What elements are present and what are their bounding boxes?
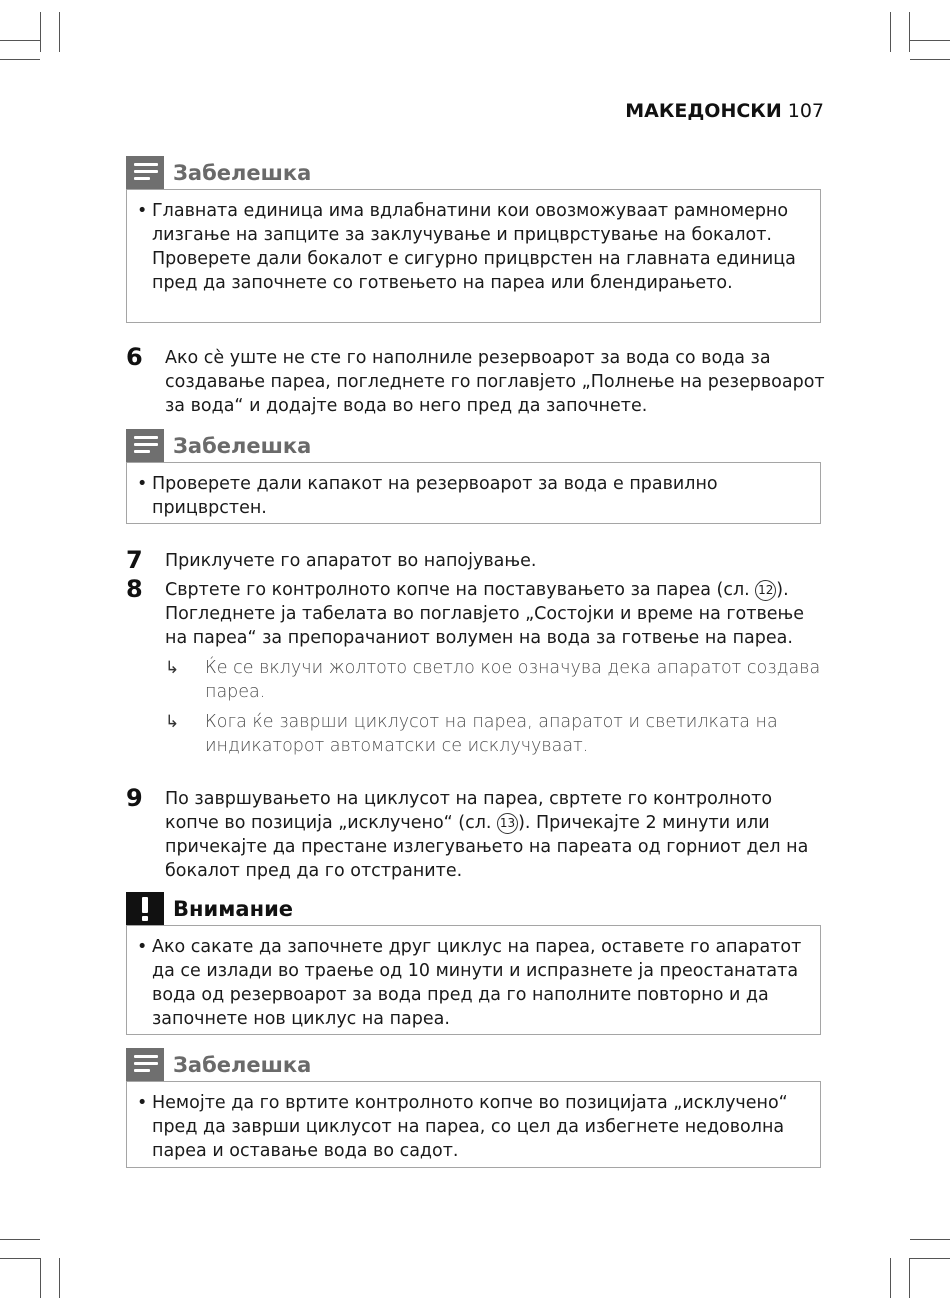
step-text: По завршувањето на циклусот на пареа, свртете го контролното копче во позиција „исклучено“ (сл. 13 ). Причекајте 2 минути или причекајте да престане излегувањето на пареата од горниот дел на бокалот пред да го отстраните. bbox=[165, 789, 809, 881]
step-text: Приклучете го апаратот во напојување. bbox=[165, 551, 537, 571]
caution-title: Внимание bbox=[173, 896, 294, 921]
crop-mark bbox=[0, 1258, 40, 1259]
step-number: 9 bbox=[126, 784, 143, 812]
note-box bbox=[126, 189, 821, 323]
crop-mark bbox=[890, 12, 891, 52]
step-9 bbox=[126, 784, 826, 883]
caution-heading bbox=[126, 892, 526, 925]
crop-mark bbox=[909, 1258, 910, 1298]
step-number: 8 bbox=[126, 575, 143, 603]
crop-mark bbox=[40, 1258, 41, 1298]
step-number: 7 bbox=[126, 546, 143, 574]
crop-mark bbox=[910, 1239, 950, 1240]
note-title: Забелешка bbox=[173, 160, 312, 185]
note-bullet: • Проверете дали капакот на резервоарот за вода е правилно прицврстен. bbox=[137, 472, 808, 520]
step-text: Свртете го контролното копче на поставувањето за пареа (сл. 12 ). Погледнете ја табелата во поглавјето „Состојки и време на готвење на пареа“ за препорачаниот волумен на вода за готвење на пареа. bbox=[165, 580, 805, 648]
page-header bbox=[625, 100, 824, 122]
crop-mark bbox=[910, 40, 950, 41]
exclamation-icon bbox=[126, 892, 164, 925]
crop-mark bbox=[890, 1258, 891, 1298]
result-arrow-icon: ↳ bbox=[165, 712, 180, 732]
header-language: МАКЕДОНСКИ bbox=[625, 100, 782, 122]
figure-reference: 13 bbox=[497, 813, 518, 834]
note-title: Забелешка bbox=[173, 433, 312, 458]
note-icon bbox=[126, 429, 164, 462]
step-6 bbox=[126, 343, 826, 418]
note-icon bbox=[126, 1048, 164, 1081]
crop-mark bbox=[59, 12, 60, 52]
crop-mark bbox=[910, 1258, 950, 1259]
crop-mark bbox=[909, 12, 910, 52]
note-bullet: • Немојте да го вртите контролното копче во позицијата „исклучено“ пред да заврши циклусот на пареа, со цел да избегнете недоволна пареа и оставање вода во садот. bbox=[137, 1091, 808, 1163]
result-arrow-icon: ↳ bbox=[165, 658, 180, 678]
crop-mark bbox=[59, 1258, 60, 1298]
note-bullet: • Главната единица има вдлабнатини кои овозможуваат рамномерно лизгање на запците за заклучување и прицврстување на бокалот. Проверете дали бокалот е сигурно прицврстен на главната единица пред да започнете со готвењето на пареа или блендирањето. bbox=[137, 199, 808, 295]
crop-mark bbox=[910, 59, 950, 60]
crop-mark bbox=[40, 12, 41, 52]
note-box bbox=[126, 1081, 821, 1168]
step-number: 6 bbox=[126, 343, 143, 371]
page-number: 107 bbox=[787, 100, 824, 122]
crop-mark bbox=[0, 59, 40, 60]
crop-mark bbox=[0, 40, 40, 41]
note-heading bbox=[126, 1048, 526, 1081]
note-title: Забелешка bbox=[173, 1052, 312, 1077]
figure-reference: 12 bbox=[755, 580, 776, 601]
caution-box bbox=[126, 925, 821, 1035]
result-item: ↳ Ќе се вклучи жолтото светло кое означува дека апаратот создава пареа. bbox=[165, 658, 821, 702]
note-heading bbox=[126, 156, 526, 189]
crop-mark bbox=[0, 1239, 40, 1240]
step-8 bbox=[126, 575, 826, 758]
caution-bullet: • Ако сакате да започнете друг циклус на пареа, оставете го апаратот да се излади во траење од 10 минути и испразнете ја преостанатата вода од резервоарот за вода пред да го наполните повторно и да започнете нов циклус на пареа. bbox=[137, 935, 808, 1031]
result-item: ↳ Кога ќе заврши циклусот на пареа, апаратот и светилката на индикаторот автоматски се исклучуваат. bbox=[165, 712, 778, 756]
step-text: Ако сè уште не сте го наполниле резервоарот за вода со вода за создавање пареа, погледнете го поглавјето „Полнење на резервоарот за вода“ и додајте вода во него пред да започнете. bbox=[165, 348, 825, 416]
note-heading bbox=[126, 429, 526, 462]
note-box bbox=[126, 462, 821, 524]
step-7 bbox=[126, 546, 826, 574]
note-icon bbox=[126, 156, 164, 189]
